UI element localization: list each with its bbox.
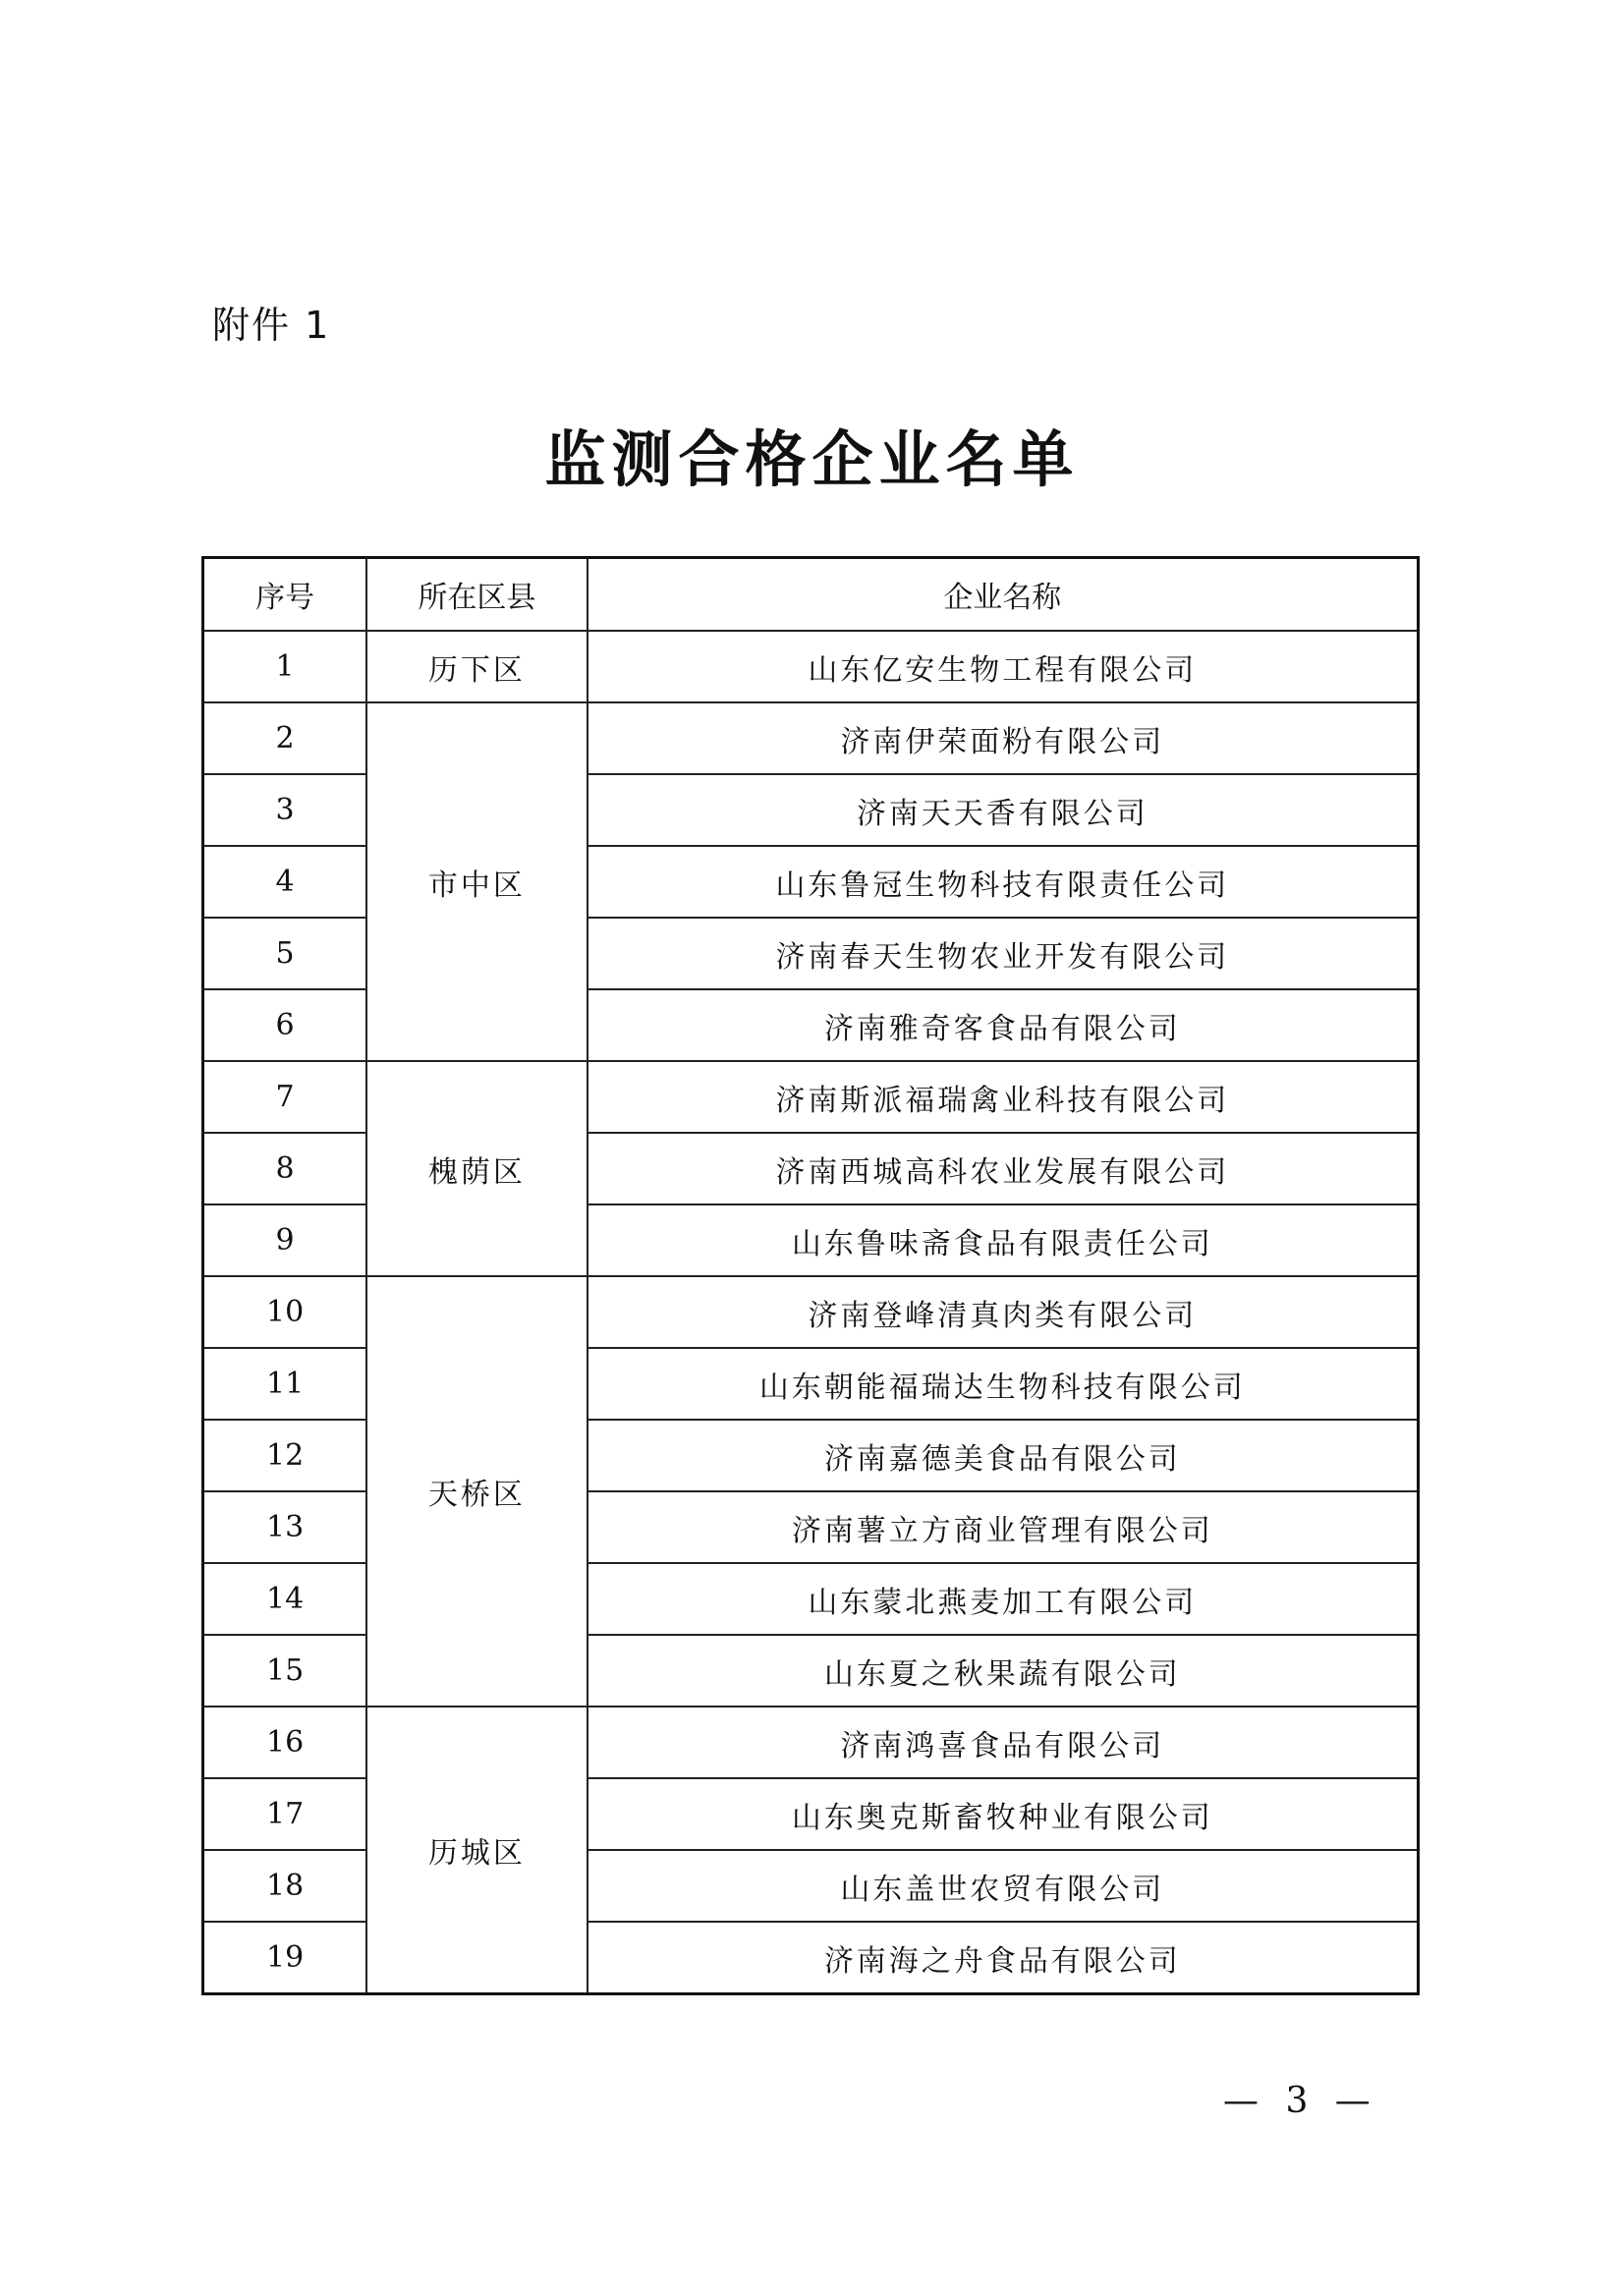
row-number: 12 [203,1420,367,1491]
district-cell: 天桥区 [366,1276,587,1707]
district-cell: 历城区 [366,1707,587,1994]
company-name: 济南天天香有限公司 [588,774,1419,846]
company-name: 济南海之舟食品有限公司 [588,1922,1419,1994]
attachment-label: 附件 1 [212,304,331,347]
table-row [203,702,1419,774]
table-body [203,631,1419,1994]
row-number: 15 [203,1635,367,1707]
company-name: 山东奥克斯畜牧种业有限公司 [588,1778,1419,1850]
row-number: 13 [203,1491,367,1563]
table-header-row [203,558,1419,632]
table-row [203,1061,1419,1133]
row-number: 16 [203,1707,367,1778]
company-name: 山东蒙北燕麦加工有限公司 [588,1563,1419,1635]
company-name: 济南鸿喜食品有限公司 [588,1707,1419,1778]
company-name: 山东朝能福瑞达生物科技有限公司 [588,1348,1419,1420]
header-company: 企业名称 [588,558,1419,632]
row-number: 6 [203,989,367,1061]
row-number: 11 [203,1348,367,1420]
company-name: 济南斯派福瑞禽业科技有限公司 [588,1061,1419,1133]
company-name: 济南嘉德美食品有限公司 [588,1420,1419,1491]
row-number: 7 [203,1061,367,1133]
row-number: 3 [203,774,367,846]
district-cell: 历下区 [366,631,587,702]
company-name: 山东鲁味斋食品有限责任公司 [588,1204,1419,1276]
table-row [203,1707,1419,1778]
row-number: 4 [203,846,367,918]
page-title: 监测合格企业名单 [544,423,1080,495]
district-cell: 市中区 [366,702,587,1061]
company-name: 山东盖世农贸有限公司 [588,1850,1419,1922]
table-row [203,1276,1419,1348]
company-table [201,556,1420,1995]
company-name: 济南雅奇客食品有限公司 [588,989,1419,1061]
row-number: 18 [203,1850,367,1922]
table-row [203,631,1419,702]
company-name: 济南登峰清真肉类有限公司 [588,1276,1419,1348]
company-name: 济南伊荣面粉有限公司 [588,702,1419,774]
district-cell: 槐荫区 [366,1061,587,1276]
row-number: 2 [203,702,367,774]
row-number: 10 [203,1276,367,1348]
company-name: 山东鲁冠生物科技有限责任公司 [588,846,1419,918]
row-number: 9 [203,1204,367,1276]
row-number: 17 [203,1778,367,1850]
company-name: 济南西城高科农业发展有限公司 [588,1133,1419,1204]
company-name: 济南薯立方商业管理有限公司 [588,1491,1419,1563]
row-number: 19 [203,1922,367,1994]
row-number: 14 [203,1563,367,1635]
page-number: — 3 — [1223,2081,1378,2121]
row-number: 5 [203,918,367,989]
row-number: 1 [203,631,367,702]
header-no: 序号 [203,558,367,632]
company-name: 济南春天生物农业开发有限公司 [588,918,1419,989]
company-name: 山东夏之秋果蔬有限公司 [588,1635,1419,1707]
company-name: 山东亿安生物工程有限公司 [588,631,1419,702]
header-district: 所在区县 [366,558,587,632]
row-number: 8 [203,1133,367,1204]
